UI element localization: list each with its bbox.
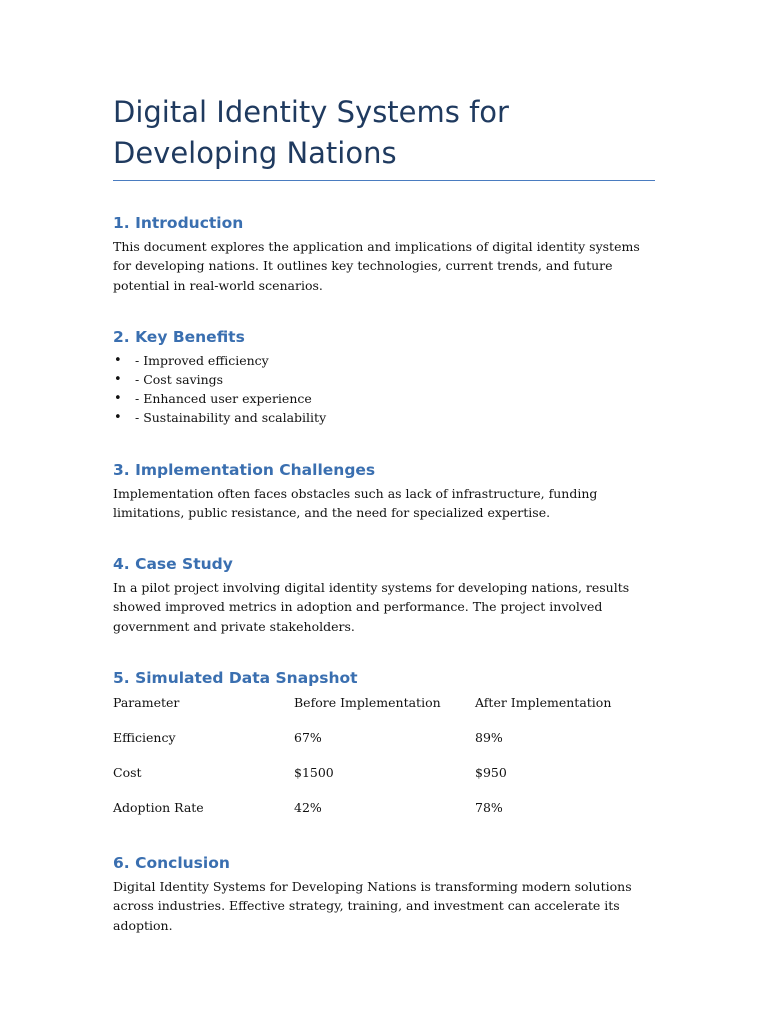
section-case-study bbox=[113, 553, 655, 636]
section-data-snapshot bbox=[113, 667, 655, 832]
table-cell: Cost bbox=[113, 765, 142, 780]
table-cell: 89% bbox=[475, 730, 503, 745]
section-body-challenges: Implementation often faces obstacles such as lack of infrastructure, funding limitations, public resistance, and the need for specialized expertise. bbox=[113, 486, 598, 521]
list-item bbox=[113, 370, 655, 389]
table-header-row bbox=[113, 692, 655, 727]
bullet-icon: • bbox=[114, 391, 122, 406]
list-item-text: - Improved efficiency bbox=[135, 353, 269, 368]
table-row bbox=[113, 762, 655, 797]
section-heading-introduction: 1. Introduction bbox=[113, 214, 244, 232]
title-divider bbox=[113, 180, 655, 181]
table-cell: Efficiency bbox=[113, 730, 176, 745]
table-cell: 42% bbox=[294, 800, 322, 815]
table-cell: $1500 bbox=[294, 765, 334, 780]
list-item bbox=[113, 389, 655, 408]
bullet-icon: • bbox=[114, 372, 122, 387]
data-snapshot-table bbox=[113, 692, 655, 832]
bullet-icon: • bbox=[114, 353, 122, 368]
list-item-text: - Sustainability and scalability bbox=[135, 410, 327, 425]
section-key-benefits bbox=[113, 326, 655, 427]
table-row bbox=[113, 797, 655, 832]
table-header-cell: Before Implementation bbox=[294, 695, 441, 710]
section-body-case-study: In a pilot project involving digital identity systems for developing nations, results showed improved metrics in adoption and performance. The project involved government and private stakeholders. bbox=[113, 580, 630, 634]
table-cell: 78% bbox=[475, 800, 503, 815]
section-heading-challenges: 3. Implementation Challenges bbox=[113, 461, 376, 479]
table-cell: $950 bbox=[475, 765, 507, 780]
section-body-conclusion: Digital Identity Systems for Developing Nations is transforming modern solutions across industries. Effective strategy, training, and investment can accelerate its adoption. bbox=[113, 879, 632, 933]
benefits-list bbox=[113, 351, 655, 427]
section-conclusion bbox=[113, 852, 655, 935]
table-header-cell: After Implementation bbox=[475, 695, 612, 710]
list-item bbox=[113, 408, 655, 427]
section-implementation-challenges bbox=[113, 459, 655, 523]
list-item-text: - Enhanced user experience bbox=[135, 391, 312, 406]
list-item-text: - Cost savings bbox=[135, 372, 224, 387]
document-title: Digital Identity Systems for Developing Nations bbox=[113, 95, 509, 170]
section-heading-key-benefits: 2. Key Benefits bbox=[113, 328, 245, 346]
section-body-introduction: This document explores the application and implications of digital identity systems for developing nations. It outlines key technologies, current trends, and future potential in real-world scenarios. bbox=[113, 239, 640, 293]
table-header-cell: Parameter bbox=[113, 695, 180, 710]
section-heading-data-snapshot: 5. Simulated Data Snapshot bbox=[113, 669, 358, 687]
section-heading-conclusion: 6. Conclusion bbox=[113, 854, 230, 872]
section-heading-case-study: 4. Case Study bbox=[113, 555, 233, 573]
list-item bbox=[113, 351, 655, 370]
section-introduction bbox=[113, 212, 655, 295]
table-row bbox=[113, 727, 655, 762]
table-cell: 67% bbox=[294, 730, 322, 745]
table-cell: Adoption Rate bbox=[113, 800, 204, 815]
bullet-icon: • bbox=[114, 410, 122, 425]
